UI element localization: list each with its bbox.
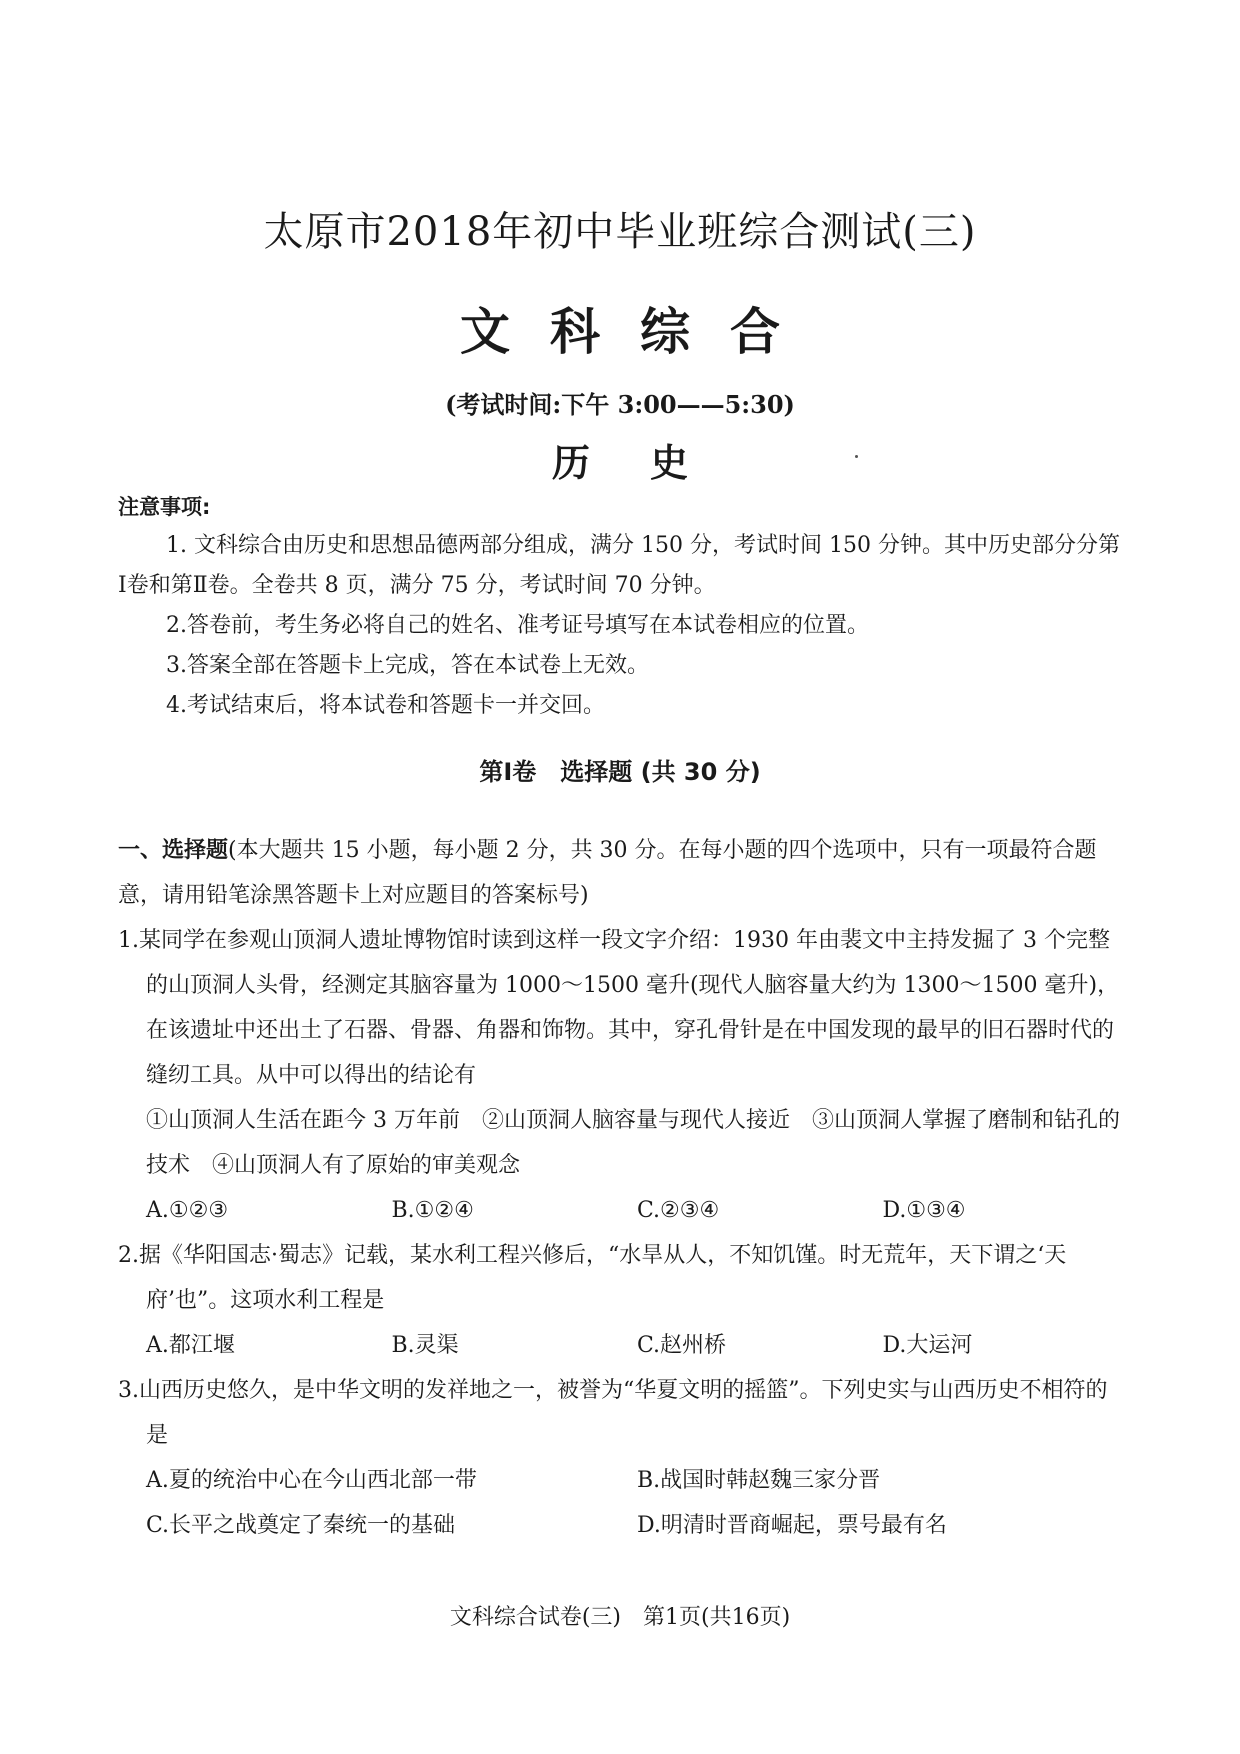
exam-time: (考试时间:下午 3:00——5:30): [445, 390, 795, 419]
option-d: D.①③④: [882, 1198, 966, 1223]
option-b: B.灵渠: [391, 1333, 459, 1358]
notice-item: 1. 文科综合由历史和思想品德两部分组成，满分 150 分，考试时间 150 分钟。其中历史部分分第Ⅰ卷和第Ⅱ卷。全卷共 8 页，满分 75 分，考试时间 70 分钟。: [118, 533, 1120, 598]
option-c: C.②③④: [637, 1198, 720, 1223]
part-title: 第Ⅰ卷 选择题 (共 30 分): [479, 758, 761, 786]
notice-section: [118, 492, 1128, 726]
notice-item: 2.答卷前，考生务必将自己的姓名、准考证号填写在本试卷相应的位置。: [166, 613, 869, 638]
notice-item: 3.答案全部在答题卡上完成，答在本试卷上无效。: [166, 653, 649, 678]
question-statements: ①山顶洞人生活在距今 3 万年前 ②山顶洞人脑容量与现代人接近 ③山顶洞人掌握了磨制和钻孔的技术 ④山顶洞人有了原始的审美观念: [146, 1108, 1120, 1178]
section-subject-title: 历史: [551, 441, 748, 485]
option-a: A.夏的统治中心在今山西北部一带: [146, 1468, 477, 1493]
option-b: B.①②④: [391, 1198, 474, 1223]
question-stem: 1.某同学在参观山顶洞人遗址博物馆时读到这样一段文字介绍：1930 年由裴文中主持发掘了 3 个完整的山顶洞人头骨，经测定其脑容量为 1000～1500 毫升(现代人脑容量大约为 1300～1500 毫升)，在该遗址中还出土了石器、骨器、角器和饰物。其中，穿孔骨针是在中国发现的最早的旧石器时代的缝纫工具。从中可以得出的结论有: [118, 928, 1120, 1088]
question-options: [118, 1323, 1128, 1368]
section-instruction: [118, 828, 1128, 918]
section-instruction-text: (本大题共 15 小题，每小题 2 分，共 30 分。在每小题的四个选项中，只有一项最符合题意，请用铅笔涂黑答题卡上对应题目的答案标号): [118, 838, 1097, 908]
question-stem: 3.山西历史悠久，是中华文明的发祥地之一，被誉为“华夏文明的摇篮”。下列史实与山西历史不相符的是: [118, 1378, 1108, 1448]
option-d: D.明清时晋商崛起，票号最有名: [637, 1513, 947, 1538]
section-label: 一、选择题: [118, 838, 229, 863]
question-options: [118, 1188, 1128, 1233]
page-footer: 文科综合试卷(三) 第1页(共16页): [449, 1605, 791, 1630]
questions-section: [118, 828, 1128, 1548]
scan-speck: [855, 455, 858, 458]
notice-heading: 注意事项:: [118, 495, 211, 519]
option-b: B.战国时韩赵魏三家分晋: [637, 1468, 881, 1493]
option-c: C.赵州桥: [637, 1333, 727, 1358]
option-c: C.长平之战奠定了秦统一的基础: [146, 1513, 456, 1538]
option-d: D.大运河: [882, 1333, 973, 1358]
subject-title: 文科综合: [460, 303, 820, 361]
question-stem: 2.据《华阳国志·蜀志》记载，某水利工程兴修后，“水旱从人，不知饥馑。时无荒年，天下谓之‘天府’也”。这项水利工程是: [118, 1243, 1067, 1313]
option-a: A.都江堰: [146, 1333, 235, 1358]
exam-title: 太原市2018年初中毕业班综合测试(三): [263, 209, 977, 255]
notice-item: 4.考试结束后，将本试卷和答题卡一并交回。: [166, 693, 605, 718]
question-options: [118, 1458, 1128, 1503]
question-options: [118, 1503, 1128, 1548]
option-a: A.①②③: [146, 1198, 229, 1223]
